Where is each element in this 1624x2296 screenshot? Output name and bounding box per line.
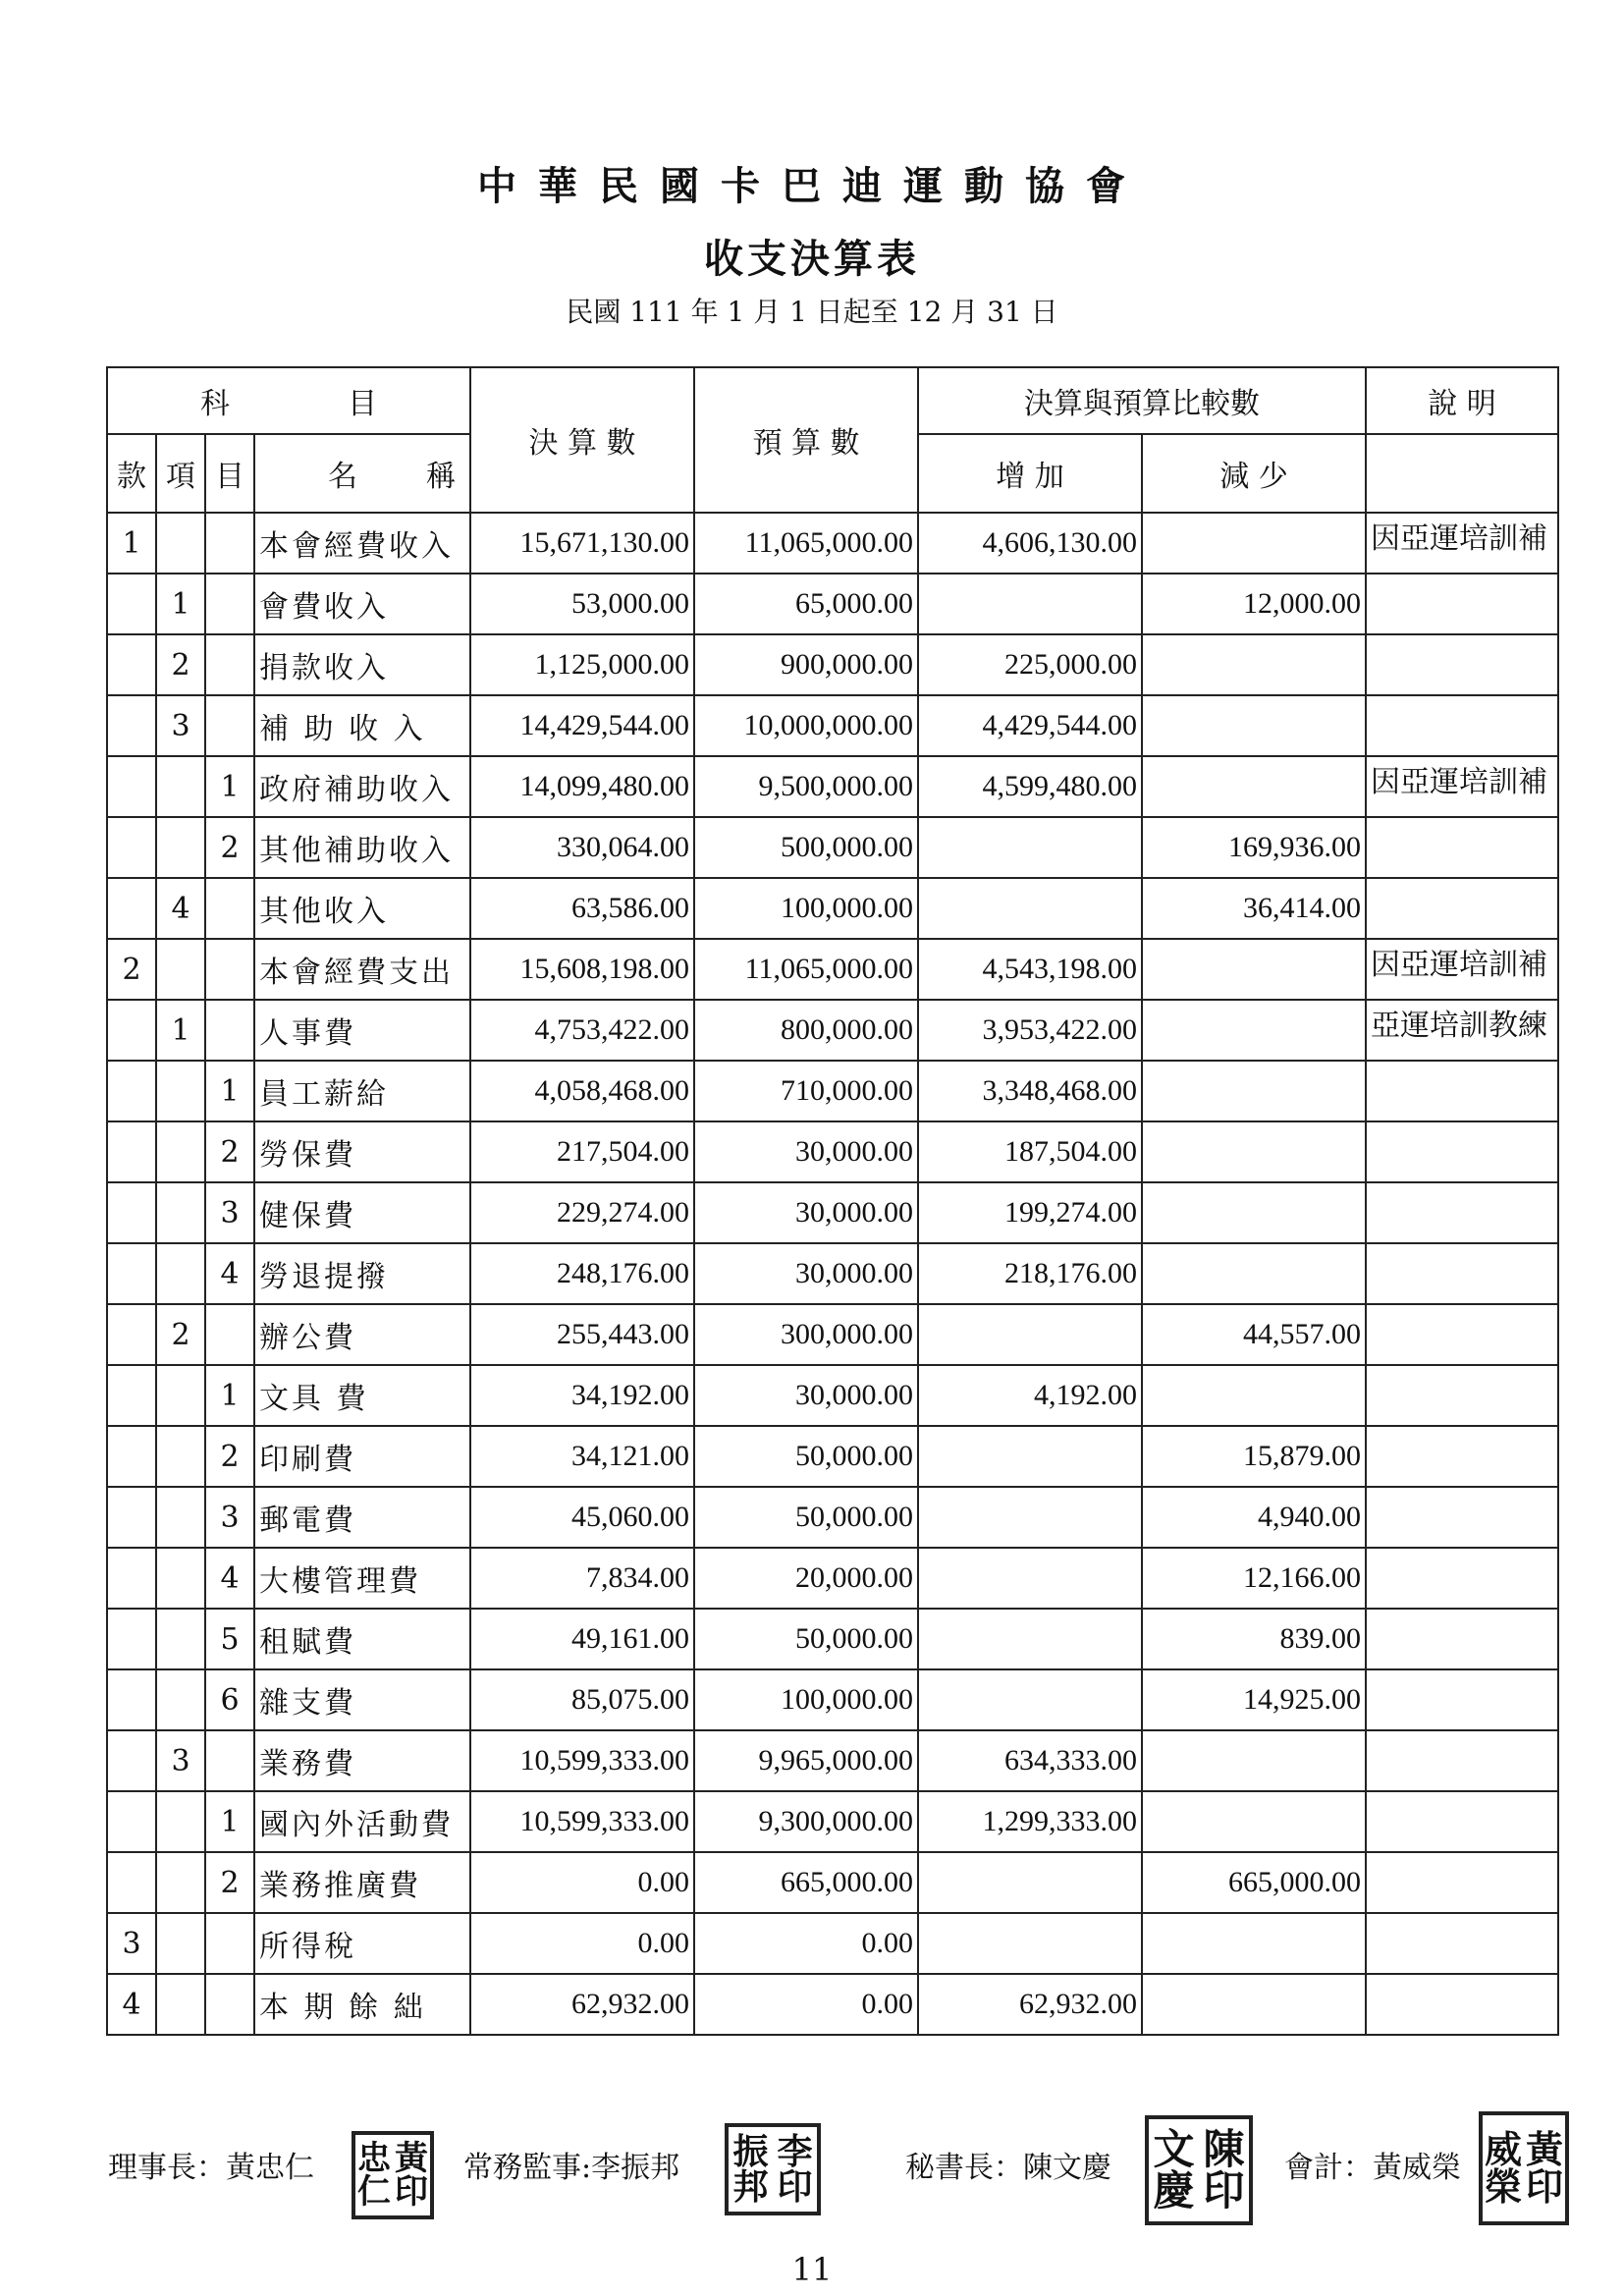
decrease-amount-cell [1142,1000,1366,1061]
actual-amount-cell: 34,121.00 [470,1426,694,1487]
table-row [107,1548,1558,1609]
decrease-amount-cell: 36,414.00 [1142,878,1366,939]
mu-cell [205,513,254,574]
budget-amount-cell: 30,000.00 [694,1182,918,1243]
increase-amount-cell: 218,176.00 [918,1243,1142,1304]
xiang-cell [156,1243,205,1304]
budget-amount-cell: 900,000.00 [694,634,918,695]
kuan-cell: 3 [107,1913,156,1974]
account-name-cell: 業務推廣費 [254,1852,470,1913]
kuan-cell [107,756,156,817]
seal-char: 邦 [732,2166,769,2208]
table-row [107,1913,1558,1974]
table-row [107,1426,1558,1487]
increase-amount-cell: 634,333.00 [918,1730,1142,1791]
kuan-cell [107,1487,156,1548]
accountant-signature: 會計：黃威榮 [1284,2151,1461,2185]
xiang-cell [156,1913,205,1974]
decrease-amount-cell: 4,940.00 [1142,1487,1366,1548]
table-row [107,695,1558,756]
organization-title: 中華民國卡巴迪運動協會 [477,163,1147,209]
decrease-amount-cell [1142,1791,1366,1852]
budget-table [106,366,1559,2036]
account-name-cell: 本 期 餘 絀 [254,1974,470,2035]
kuan-cell [107,1000,156,1061]
increase-amount-cell [918,1548,1142,1609]
budget-amount-cell: 100,000.00 [694,878,918,939]
account-name-cell: 租賦費 [254,1609,470,1669]
table-row [107,1669,1558,1730]
account-name-cell: 員工薪給 [254,1061,470,1121]
table-row [107,1852,1558,1913]
xiang-cell [156,1487,205,1548]
actual-amount-cell: 85,075.00 [470,1669,694,1730]
mu-cell [205,1304,254,1365]
actual-amount-cell: 34,192.00 [470,1365,694,1426]
seal-char: 忠 [357,2139,391,2178]
table-row [107,1974,1558,2035]
kuan-cell: 1 [107,513,156,574]
budget-amount-cell: 10,000,000.00 [694,695,918,756]
seal-char: 振 [732,2131,769,2172]
xiang-cell [156,1182,205,1243]
seal-char: 慶 [1153,2166,1195,2214]
kuan-cell: 2 [107,939,156,1000]
note-cell [1366,817,1558,878]
note-cell: 亞運培訓教練 [1366,1000,1558,1061]
seal-char: 威 [1484,2127,1522,2171]
supervisor-seal [725,2123,821,2215]
seal-char: 榮 [1484,2164,1522,2209]
decrease-amount-cell: 44,557.00 [1142,1304,1366,1365]
kuan-cell [107,1121,156,1182]
xiang-cell [156,1974,205,2035]
secretary-signature: 秘書長：陳文慶 [905,2151,1111,2185]
kuan-cell [107,574,156,634]
account-name-cell: 勞退提撥 [254,1243,470,1304]
decrease-amount-cell [1142,1365,1366,1426]
xiang-cell: 1 [156,574,205,634]
seal-char: 印 [395,2172,428,2212]
account-name-cell: 人事費 [254,1000,470,1061]
decrease-amount-cell [1142,1243,1366,1304]
mu-cell [205,939,254,1000]
supervisor-signature: 常務監事:李振邦 [463,2151,680,2185]
xiang-cell [156,1365,205,1426]
budget-amount-cell: 30,000.00 [694,1243,918,1304]
table-row [107,1182,1558,1243]
decrease-amount-cell [1142,1182,1366,1243]
note-cell [1366,878,1558,939]
report-period: 民國 111 年 1 月 1 日起至 12 月 31 日 [566,296,1058,328]
mu-cell [205,574,254,634]
report-title: 收支決算表 [704,236,920,282]
actual-amount-cell: 45,060.00 [470,1487,694,1548]
decrease-amount-cell [1142,1730,1366,1791]
budget-amount-cell: 665,000.00 [694,1852,918,1913]
note-cell [1366,1913,1558,1974]
actual-amount-cell: 63,586.00 [470,878,694,939]
note-header: 說 明 [1366,367,1558,434]
decrease-amount-cell: 839.00 [1142,1609,1366,1669]
kuan-cell [107,1182,156,1243]
increase-amount-cell [918,1304,1142,1365]
subject-header: 科 目 [107,367,470,434]
seal-char: 印 [777,2166,813,2208]
compare-header: 決算與預算比較數 [918,367,1366,434]
budget-amount-cell: 11,065,000.00 [694,513,918,574]
budget-amount-cell: 9,500,000.00 [694,756,918,817]
seal-char: 李 [777,2131,813,2172]
xiang-cell [156,1609,205,1669]
mu-cell [205,695,254,756]
actual-amount-cell: 14,099,480.00 [470,756,694,817]
actual-amount-cell: 255,443.00 [470,1304,694,1365]
account-name-cell: 本會經費收入 [254,513,470,574]
actual-amount-cell: 7,834.00 [470,1548,694,1609]
xiang-header: 項 [156,434,205,513]
kuan-cell [107,1365,156,1426]
decrease-amount-cell [1142,1121,1366,1182]
account-name-cell: 郵電費 [254,1487,470,1548]
xiang-cell [156,939,205,1000]
xiang-cell [156,817,205,878]
xiang-cell [156,513,205,574]
account-name-cell: 會費收入 [254,574,470,634]
actual-amount-cell: 15,608,198.00 [470,939,694,1000]
note-cell [1366,1365,1558,1426]
budget-amount-cell: 800,000.00 [694,1000,918,1061]
note-cell [1366,634,1558,695]
note-cell [1366,1304,1558,1365]
chairman-seal [352,2131,434,2219]
mu-cell: 3 [205,1487,254,1548]
account-name-cell: 雜支費 [254,1669,470,1730]
increase-amount-cell [918,817,1142,878]
mu-cell [205,1974,254,2035]
actual-amount-cell: 10,599,333.00 [470,1730,694,1791]
budget-amount-cell: 710,000.00 [694,1061,918,1121]
decrease-amount-cell [1142,1061,1366,1121]
increase-amount-cell [918,1609,1142,1669]
actual-amount-cell: 0.00 [470,1852,694,1913]
name-header [254,434,470,513]
account-name-cell: 捐款收入 [254,634,470,695]
xiang-cell [156,1791,205,1852]
xiang-cell: 1 [156,1000,205,1061]
decrease-amount-cell: 169,936.00 [1142,817,1366,878]
budget-amount-cell: 100,000.00 [694,1669,918,1730]
xiang-cell [156,1061,205,1121]
note-cell [1366,1061,1558,1121]
account-name-cell: 辦公費 [254,1304,470,1365]
mu-cell: 4 [205,1548,254,1609]
budget-amount-cell: 0.00 [694,1974,918,2035]
kuan-cell [107,1609,156,1669]
mu-cell [205,634,254,695]
seal-char: 黃 [395,2139,428,2178]
budget-amount-cell: 300,000.00 [694,1304,918,1365]
actual-amount-cell: 4,058,468.00 [470,1061,694,1121]
decrease-amount-cell [1142,634,1366,695]
kuan-cell [107,817,156,878]
increase-amount-cell: 4,599,480.00 [918,756,1142,817]
kuan-cell [107,1730,156,1791]
xiang-cell [156,1548,205,1609]
increase-amount-cell [918,878,1142,939]
increase-amount-cell: 225,000.00 [918,634,1142,695]
note-cell [1366,1121,1558,1182]
increase-amount-cell [918,1669,1142,1730]
note-cell [1366,1487,1558,1548]
table-row [107,1304,1558,1365]
mu-cell [205,1000,254,1061]
mu-cell [205,1730,254,1791]
budget-amount-cell: 65,000.00 [694,574,918,634]
actual-amount-cell: 10,599,333.00 [470,1791,694,1852]
increase-amount-cell: 3,348,468.00 [918,1061,1142,1121]
xiang-cell: 3 [156,1730,205,1791]
actual-header: 決 算 數 [470,367,694,513]
seal-char: 陳 [1203,2125,1245,2173]
budget-amount-cell: 20,000.00 [694,1548,918,1609]
actual-amount-cell: 217,504.00 [470,1121,694,1182]
note-cell [1366,695,1558,756]
decrease-header: 減 少 [1142,434,1366,513]
account-name-cell: 政府補助收入 [254,756,470,817]
kuan-cell [107,878,156,939]
kuan-cell [107,1243,156,1304]
increase-amount-cell [918,1487,1142,1548]
increase-amount-cell [918,1913,1142,1974]
account-name-cell: 本會經費支出 [254,939,470,1000]
increase-header: 增 加 [918,434,1142,513]
budget-amount-cell: 50,000.00 [694,1609,918,1669]
table-row [107,574,1558,634]
table-row [107,1365,1558,1426]
table-row [107,1000,1558,1061]
kuan-cell [107,695,156,756]
note-cell: 因亞運培訓補 [1366,939,1558,1000]
seal-char: 文 [1153,2125,1195,2173]
note-header-blank [1366,434,1558,513]
xiang-cell: 3 [156,695,205,756]
actual-amount-cell: 14,429,544.00 [470,695,694,756]
budget-amount-cell: 9,965,000.00 [694,1730,918,1791]
increase-amount-cell: 4,192.00 [918,1365,1142,1426]
budget-amount-cell: 9,300,000.00 [694,1791,918,1852]
account-name-cell: 補 助 收 入 [254,695,470,756]
actual-amount-cell: 4,753,422.00 [470,1000,694,1061]
budget-amount-cell: 11,065,000.00 [694,939,918,1000]
increase-amount-cell: 1,299,333.00 [918,1791,1142,1852]
mu-cell: 2 [205,817,254,878]
increase-amount-cell [918,574,1142,634]
note-cell [1366,1243,1558,1304]
actual-amount-cell: 229,274.00 [470,1182,694,1243]
decrease-amount-cell [1142,695,1366,756]
xiang-cell [156,1852,205,1913]
increase-amount-cell: 187,504.00 [918,1121,1142,1182]
account-name-cell: 印刷費 [254,1426,470,1487]
increase-amount-cell: 3,953,422.00 [918,1000,1142,1061]
table-row [107,634,1558,695]
mu-cell: 2 [205,1852,254,1913]
decrease-amount-cell: 665,000.00 [1142,1852,1366,1913]
mu-header: 目 [205,434,254,513]
seal-char: 印 [1203,2166,1245,2214]
budget-amount-cell: 0.00 [694,1913,918,1974]
xiang-cell: 2 [156,1304,205,1365]
actual-amount-cell: 248,176.00 [470,1243,694,1304]
table-row [107,1791,1558,1852]
seal-char: 印 [1525,2164,1563,2209]
table-row [107,1061,1558,1121]
budget-amount-cell: 500,000.00 [694,817,918,878]
decrease-amount-cell [1142,1974,1366,2035]
mu-cell: 1 [205,1365,254,1426]
budget-amount-cell: 50,000.00 [694,1487,918,1548]
note-cell: 因亞運培訓補 [1366,756,1558,817]
account-name-cell: 勞保費 [254,1121,470,1182]
table-row [107,817,1558,878]
decrease-amount-cell: 12,166.00 [1142,1548,1366,1609]
account-name-cell: 所得稅 [254,1913,470,1974]
mu-cell: 2 [205,1121,254,1182]
note-cell [1366,1548,1558,1609]
account-name-cell: 其他補助收入 [254,817,470,878]
mu-cell: 1 [205,756,254,817]
secretary-seal [1145,2115,1253,2225]
kuan-cell [107,1669,156,1730]
note-cell [1366,1852,1558,1913]
decrease-amount-cell [1142,939,1366,1000]
xiang-cell: 2 [156,634,205,695]
table-row [107,513,1558,574]
mu-cell: 5 [205,1609,254,1669]
chairman-signature: 理事長：黃忠仁 [108,2151,314,2185]
table-row [107,1487,1558,1548]
name-header-b: 稱 [426,460,456,494]
table-row [107,1243,1558,1304]
actual-amount-cell: 1,125,000.00 [470,634,694,695]
kuan-cell [107,1852,156,1913]
actual-amount-cell: 53,000.00 [470,574,694,634]
note-cell [1366,1609,1558,1669]
seal-char: 黃 [1525,2127,1563,2171]
actual-amount-cell: 15,671,130.00 [470,513,694,574]
table-row [107,756,1558,817]
signature-row [108,2111,1561,2229]
table-row [107,939,1558,1000]
decrease-amount-cell: 15,879.00 [1142,1426,1366,1487]
note-cell [1366,1791,1558,1852]
budget-amount-cell: 30,000.00 [694,1365,918,1426]
budget-amount-cell: 50,000.00 [694,1426,918,1487]
table-row [107,1730,1558,1791]
decrease-amount-cell [1142,1913,1366,1974]
kuan-cell [107,634,156,695]
note-cell [1366,1669,1558,1730]
actual-amount-cell: 62,932.00 [470,1974,694,2035]
xiang-cell [156,1426,205,1487]
increase-amount-cell: 199,274.00 [918,1182,1142,1243]
actual-amount-cell: 49,161.00 [470,1609,694,1669]
kuan-cell [107,1061,156,1121]
note-cell [1366,1730,1558,1791]
kuan-cell [107,1791,156,1852]
account-name-cell: 國內外活動費 [254,1791,470,1852]
note-cell [1366,574,1558,634]
kuan-cell [107,1548,156,1609]
name-header-a: 名 [328,460,357,494]
table-row [107,878,1558,939]
budget-header: 預 算 數 [694,367,918,513]
mu-cell: 4 [205,1243,254,1304]
mu-cell: 6 [205,1669,254,1730]
decrease-amount-cell [1142,513,1366,574]
kuan-cell [107,1304,156,1365]
account-name-cell: 文具 費 [254,1365,470,1426]
xiang-cell [156,756,205,817]
xiang-cell [156,1669,205,1730]
decrease-amount-cell [1142,756,1366,817]
increase-amount-cell [918,1426,1142,1487]
actual-amount-cell: 330,064.00 [470,817,694,878]
mu-cell: 1 [205,1791,254,1852]
table-row [107,1609,1558,1669]
decrease-amount-cell: 14,925.00 [1142,1669,1366,1730]
mu-cell: 1 [205,1061,254,1121]
accountant-seal [1479,2111,1569,2225]
table-row [107,1121,1558,1182]
increase-amount-cell: 4,543,198.00 [918,939,1142,1000]
kuan-header: 款 [107,434,156,513]
table-body [107,513,1558,2035]
decrease-amount-cell: 12,000.00 [1142,574,1366,634]
note-cell [1366,1182,1558,1243]
seal-char: 仁 [357,2172,391,2212]
note-cell [1366,1974,1558,2035]
increase-amount-cell: 62,932.00 [918,1974,1142,2035]
mu-cell: 2 [205,1426,254,1487]
mu-cell: 3 [205,1182,254,1243]
account-name-cell: 健保費 [254,1182,470,1243]
account-name-cell: 業務費 [254,1730,470,1791]
account-name-cell: 大樓管理費 [254,1548,470,1609]
increase-amount-cell: 4,606,130.00 [918,513,1142,574]
kuan-cell: 4 [107,1974,156,2035]
kuan-cell [107,1426,156,1487]
note-cell [1366,1426,1558,1487]
increase-amount-cell: 4,429,544.00 [918,695,1142,756]
note-cell: 因亞運培訓補 [1366,513,1558,574]
increase-amount-cell [918,1852,1142,1913]
account-name-cell: 其他收入 [254,878,470,939]
mu-cell [205,1913,254,1974]
actual-amount-cell: 0.00 [470,1913,694,1974]
mu-cell [205,878,254,939]
budget-amount-cell: 30,000.00 [694,1121,918,1182]
xiang-cell [156,1121,205,1182]
xiang-cell: 4 [156,878,205,939]
page-number: 11 [791,2251,833,2288]
